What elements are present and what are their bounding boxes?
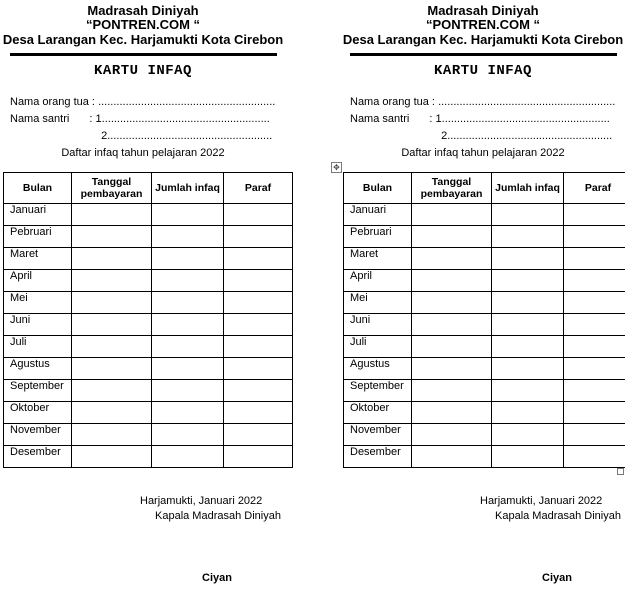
- table-row: [4, 314, 293, 336]
- jumlah-cell[interactable]: [492, 446, 564, 468]
- paraf-cell[interactable]: [224, 424, 293, 446]
- paraf-cell[interactable]: [564, 314, 625, 336]
- tanggal-cell[interactable]: [72, 336, 152, 358]
- tanggal-cell[interactable]: [72, 292, 152, 314]
- table-body: [4, 204, 293, 468]
- tanggal-cell[interactable]: [72, 248, 152, 270]
- infaq-table: [3, 172, 293, 468]
- infaq-table: [343, 172, 625, 468]
- student-name-blank-2: ......................................................: [447, 130, 613, 142]
- card-title: KARTU INFAQ: [434, 63, 532, 79]
- table-row: [344, 358, 625, 380]
- paraf-cell[interactable]: [564, 336, 625, 358]
- jumlah-cell[interactable]: [152, 446, 224, 468]
- table-row: [4, 270, 293, 292]
- paraf-cell[interactable]: [564, 402, 625, 424]
- tanggal-cell[interactable]: [72, 314, 152, 336]
- parent-name-field: [350, 96, 615, 109]
- table-row: [4, 446, 293, 468]
- month-cell: Maret: [4, 248, 72, 270]
- parent-name-blank: ..........................................................: [438, 96, 616, 108]
- signer-name: Ciyan: [202, 572, 232, 584]
- card-title: KARTU INFAQ: [94, 63, 192, 79]
- tanggal-cell[interactable]: [412, 314, 492, 336]
- tanggal-cell[interactable]: [72, 380, 152, 402]
- tanggal-cell[interactable]: [72, 358, 152, 380]
- tanggal-cell[interactable]: [72, 226, 152, 248]
- table-row: [344, 424, 625, 446]
- month-cell: Januari: [4, 204, 72, 226]
- student-number-1: : 1: [429, 113, 442, 125]
- month-cell: Mei: [4, 292, 72, 314]
- table-row: [344, 292, 625, 314]
- student-name-label: Nama santri: [10, 113, 70, 125]
- paraf-cell[interactable]: [224, 226, 293, 248]
- tanggal-cell[interactable]: [412, 270, 492, 292]
- tanggal-cell[interactable]: [72, 204, 152, 226]
- student-name-field-2: [10, 130, 272, 143]
- tanggal-cell[interactable]: [412, 226, 492, 248]
- table-row: [344, 314, 625, 336]
- jumlah-cell[interactable]: [152, 358, 224, 380]
- table-row: [344, 402, 625, 424]
- jumlah-cell[interactable]: [152, 424, 224, 446]
- paraf-cell[interactable]: [224, 270, 293, 292]
- jumlah-cell[interactable]: [492, 402, 564, 424]
- school-brand: “PONTREN.COM “: [85, 17, 201, 32]
- month-cell: September: [344, 380, 412, 402]
- paraf-cell[interactable]: [564, 292, 625, 314]
- student-name-field-1: [350, 113, 610, 126]
- paraf-cell[interactable]: [224, 446, 293, 468]
- table-row: [4, 358, 293, 380]
- place-date: Harjamukti, Januari 2022: [140, 495, 263, 507]
- tanggal-cell[interactable]: [412, 402, 492, 424]
- table-row: [4, 292, 293, 314]
- infaq-card-left: [0, 0, 300, 594]
- paraf-cell[interactable]: [224, 380, 293, 402]
- jumlah-cell[interactable]: [492, 226, 564, 248]
- jumlah-cell[interactable]: [492, 204, 564, 226]
- paraf-cell[interactable]: [224, 358, 293, 380]
- student-name-blank-2: ......................................................: [107, 130, 273, 142]
- parent-name-label: Nama orang tua :: [10, 96, 95, 108]
- table-row: [4, 336, 293, 358]
- jumlah-cell[interactable]: [152, 292, 224, 314]
- year-caption: Daftar infaq tahun pelajaran 2022: [401, 147, 565, 159]
- month-cell: Pebruari: [344, 226, 412, 248]
- table-header-row: [344, 173, 625, 204]
- paraf-cell[interactable]: [224, 292, 293, 314]
- student-number-2: 2: [441, 130, 448, 142]
- tanggal-cell[interactable]: [412, 204, 492, 226]
- paraf-cell[interactable]: [564, 270, 625, 292]
- col-paraf: Paraf: [564, 173, 625, 204]
- parent-name-field: [10, 96, 275, 109]
- month-cell: Pebruari: [4, 226, 72, 248]
- place-date: Harjamukti, Januari 2022: [480, 495, 603, 507]
- jumlah-cell[interactable]: [152, 226, 224, 248]
- paraf-cell[interactable]: [564, 424, 625, 446]
- table-row: [344, 380, 625, 402]
- table-body: [344, 204, 625, 468]
- paraf-cell[interactable]: [564, 446, 625, 468]
- jumlah-cell[interactable]: [492, 314, 564, 336]
- school-address: Desa Larangan Kec. Harjamukti Kota Cirebon: [2, 32, 284, 47]
- table-row: [344, 226, 625, 248]
- tanggal-cell[interactable]: [412, 424, 492, 446]
- col-bulan: Bulan: [344, 173, 412, 204]
- jumlah-cell[interactable]: [492, 358, 564, 380]
- month-cell: Juli: [4, 336, 72, 358]
- signer-name: Ciyan: [542, 572, 572, 584]
- school-name: Madrasah Diniyah: [427, 3, 539, 18]
- col-paraf: Paraf: [224, 173, 293, 204]
- table-row: [344, 336, 625, 358]
- jumlah-cell[interactable]: [152, 380, 224, 402]
- paraf-cell[interactable]: [224, 204, 293, 226]
- table-row: [4, 424, 293, 446]
- parent-name-blank: ..........................................................: [98, 96, 276, 108]
- paraf-cell[interactable]: [224, 314, 293, 336]
- month-cell: Desember: [344, 446, 412, 468]
- month-cell: Mei: [344, 292, 412, 314]
- jumlah-cell[interactable]: [152, 336, 224, 358]
- month-cell: November: [344, 424, 412, 446]
- month-cell: Maret: [344, 248, 412, 270]
- jumlah-cell[interactable]: [492, 336, 564, 358]
- month-cell: Januari: [344, 204, 412, 226]
- jumlah-cell[interactable]: [492, 270, 564, 292]
- col-bulan: Bulan: [4, 173, 72, 204]
- tanggal-cell[interactable]: [412, 380, 492, 402]
- paraf-cell[interactable]: [564, 358, 625, 380]
- jumlah-cell[interactable]: [492, 248, 564, 270]
- jumlah-cell[interactable]: [152, 314, 224, 336]
- col-tanggal: Tanggal pembayaran: [412, 173, 492, 204]
- student-name-blank-1: .......................................................: [441, 113, 610, 125]
- jumlah-cell[interactable]: [152, 204, 224, 226]
- paraf-cell[interactable]: [564, 248, 625, 270]
- student-name-field-2: [350, 130, 612, 143]
- student-number-1: : 1: [89, 113, 102, 125]
- infaq-card-right: [340, 0, 625, 594]
- year-caption: Daftar infaq tahun pelajaran 2022: [61, 147, 225, 159]
- jumlah-cell[interactable]: [152, 248, 224, 270]
- paraf-cell[interactable]: [564, 226, 625, 248]
- month-cell: Desember: [4, 446, 72, 468]
- school-address: Desa Larangan Kec. Harjamukti Kota Cirebon: [342, 32, 624, 47]
- tanggal-cell[interactable]: [72, 424, 152, 446]
- month-cell: Juni: [4, 314, 72, 336]
- col-jumlah: Jumlah infaq: [152, 173, 224, 204]
- tanggal-cell[interactable]: [72, 270, 152, 292]
- tanggal-cell[interactable]: [72, 446, 152, 468]
- month-cell: Juli: [344, 336, 412, 358]
- parent-name-label: Nama orang tua :: [350, 96, 435, 108]
- table-row: [344, 248, 625, 270]
- month-cell: Agustus: [344, 358, 412, 380]
- col-jumlah: Jumlah infaq: [492, 173, 564, 204]
- col-tanggal: Tanggal pembayaran: [72, 173, 152, 204]
- table-header-row: [4, 173, 293, 204]
- month-cell: April: [344, 270, 412, 292]
- paraf-cell[interactable]: [564, 380, 625, 402]
- header-divider: [350, 53, 617, 56]
- paraf-cell[interactable]: [224, 402, 293, 424]
- table-row: [4, 204, 293, 226]
- resize-handle-icon[interactable]: [617, 468, 624, 475]
- table-row: [344, 270, 625, 292]
- jumlah-cell[interactable]: [492, 380, 564, 402]
- table-row: [4, 380, 293, 402]
- table-row: [4, 402, 293, 424]
- signer-position: Kapala Madrasah Diniyah: [155, 510, 281, 522]
- month-cell: Agustus: [4, 358, 72, 380]
- tanggal-cell[interactable]: [72, 402, 152, 424]
- jumlah-cell[interactable]: [492, 292, 564, 314]
- student-number-2: 2: [101, 130, 108, 142]
- month-cell: September: [4, 380, 72, 402]
- month-cell: April: [4, 270, 72, 292]
- tanggal-cell[interactable]: [412, 446, 492, 468]
- table-row: [344, 204, 625, 226]
- tanggal-cell[interactable]: [412, 358, 492, 380]
- tanggal-cell[interactable]: [412, 248, 492, 270]
- paraf-cell[interactable]: [564, 204, 625, 226]
- move-arrows-icon[interactable]: ✥: [331, 162, 342, 173]
- month-cell: Oktober: [4, 402, 72, 424]
- jumlah-cell[interactable]: [152, 270, 224, 292]
- student-name-blank-1: .......................................................: [101, 113, 270, 125]
- jumlah-cell[interactable]: [492, 424, 564, 446]
- header-divider: [10, 53, 277, 56]
- paraf-cell[interactable]: [224, 336, 293, 358]
- table-row: [4, 226, 293, 248]
- month-cell: Oktober: [344, 402, 412, 424]
- school-name: Madrasah Diniyah: [87, 3, 199, 18]
- tanggal-cell[interactable]: [412, 336, 492, 358]
- table-row: [4, 248, 293, 270]
- table-row: [344, 446, 625, 468]
- student-name-label: Nama santri: [350, 113, 410, 125]
- student-name-field-1: [10, 113, 270, 126]
- paraf-cell[interactable]: [224, 248, 293, 270]
- month-cell: Juni: [344, 314, 412, 336]
- jumlah-cell[interactable]: [152, 402, 224, 424]
- school-brand: “PONTREN.COM “: [425, 17, 541, 32]
- month-cell: November: [4, 424, 72, 446]
- signer-position: Kapala Madrasah Diniyah: [495, 510, 621, 522]
- tanggal-cell[interactable]: [412, 292, 492, 314]
